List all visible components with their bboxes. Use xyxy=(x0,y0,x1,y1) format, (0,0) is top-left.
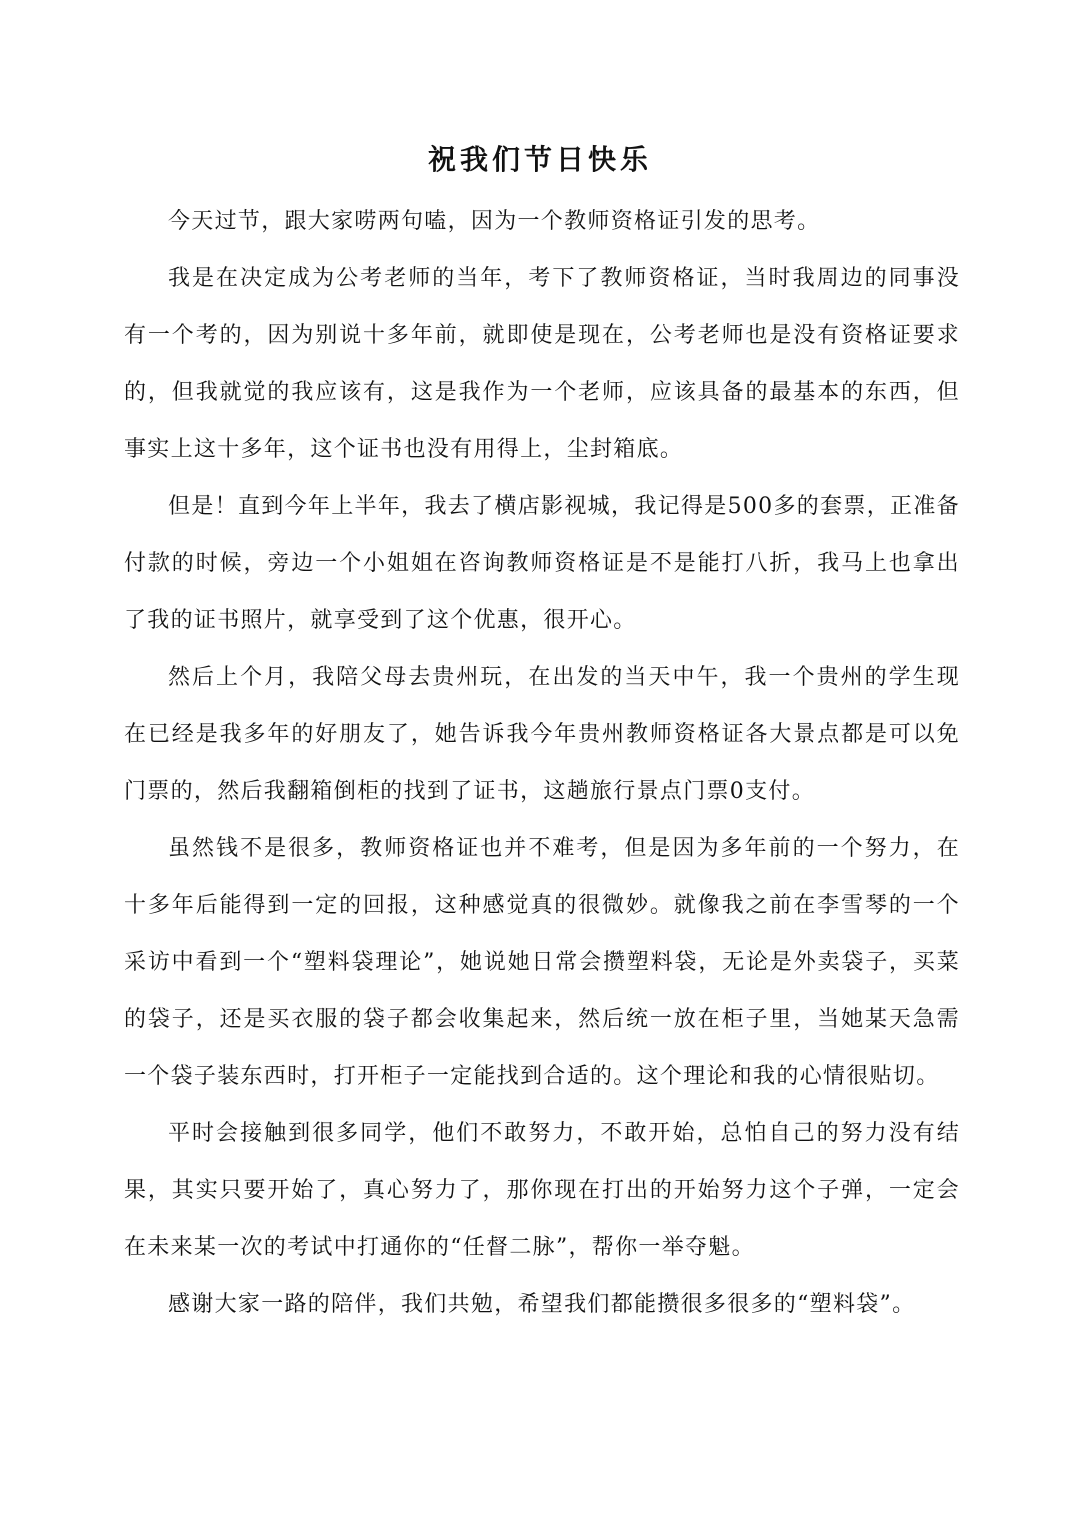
paragraph-3: 但是！直到今年上半年，我去了横店影视城，我记得是500多的套票，正准备付款的时候，旁边一个小姐姐在咨询教师资格证是不是能打八折，我马上也拿出了我的证书照片，就享受到了这个优惠，很开心。 xyxy=(124,494,960,633)
paragraph-2: 我是在决定成为公考老师的当年，考下了教师资格证，当时我周边的同事没有一个考的，因为别说十多年前，就即使是现在，公考老师也是没有资格证要求的，但我就觉的我应该有，这是我作为一个老师，应该具备的最基本的东西，但事实上这十多年，这个证书也没有用得上，尘封箱底。 xyxy=(124,266,960,462)
document-title: 祝我们节日快乐 xyxy=(427,143,652,176)
paragraph-4: 然后上个月，我陪父母去贵州玩，在出发的当天中午，我一个贵州的学生现在已经是我多年的好朋友了，她告诉我今年贵州教师资格证各大景点都是可以免门票的，然后我翻箱倒柜的找到了证书，这趟旅行景点门票0支付。 xyxy=(124,665,960,804)
document-body xyxy=(124,193,960,1333)
paragraph-7: 感谢大家一路的陪伴，我们共勉，希望我们都能攒很多很多的“塑料袋”。 xyxy=(168,1292,916,1317)
paragraph-1: 今天过节，跟大家唠两句嗑，因为一个教师资格证引发的思考。 xyxy=(168,209,821,234)
paragraph-6: 平时会接触到很多同学，他们不敢努力，不敢开始，总怕自己的努力没有结果，其实只要开始了，真心努力了，那你现在打出的开始努力这个子弹，一定会在未来某一次的考试中打通你的“任督二脉”，帮你一举夺魁。 xyxy=(124,1121,960,1260)
paragraph-5: 虽然钱不是很多，教师资格证也并不难考，但是因为多年前的一个努力，在十多年后能得到一定的回报，这种感觉真的很微妙。就像我之前在李雪琴的一个采访中看到一个“塑料袋理论”，她说她日常会攒塑料袋，无论是外卖袋子，买菜的袋子，还是买衣服的袋子都会收集起来，然后统一放在柜子里，当她某天急需一个袋子装东西时，打开柜子一定能找到合适的。这个理论和我的心情很贴切。 xyxy=(124,836,960,1089)
